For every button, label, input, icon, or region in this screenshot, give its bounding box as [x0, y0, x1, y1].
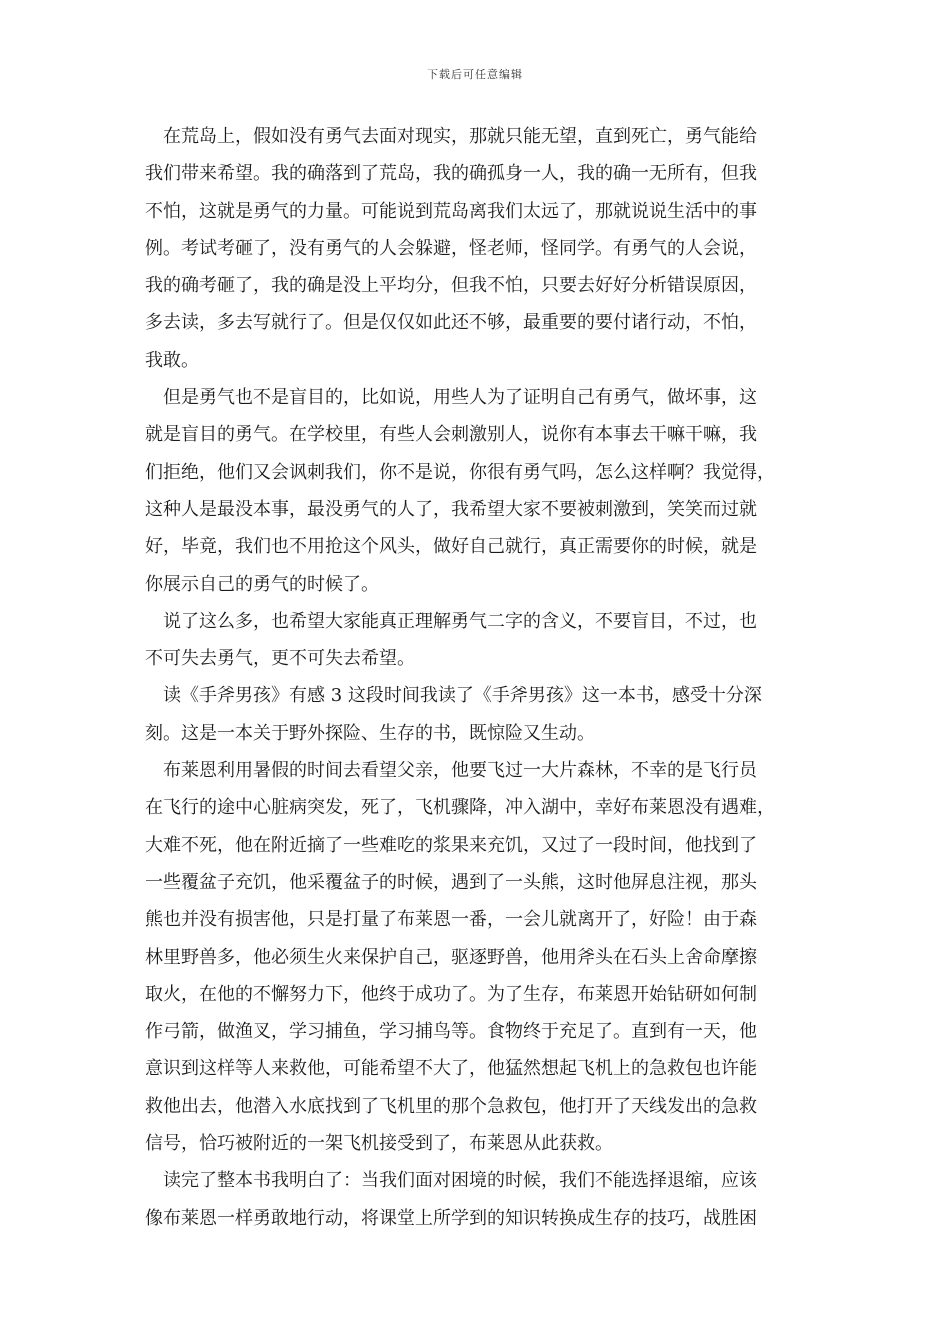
text-line: 不可失去勇气，更不可失去希望。	[145, 648, 415, 670]
text-line: 多去读，多去写就行了。但是仅仅如此还不够，最重要的要付诸行动，不怕，	[145, 312, 757, 334]
text-line: 这种人是最没本事，最没勇气的人了，我希望大家不要被刺激到，笑笑而过就	[145, 498, 757, 520]
document-body	[145, 118, 810, 1237]
text-line: 取火，在他的不懈努力下，他终于成功了。为了生存，布莱恩开始钻研如何制	[145, 983, 757, 1005]
text-line: 好，毕竟，我们也不用抢这个风头，做好自己就行，真正需要你的时候，就是	[145, 536, 757, 558]
paragraph	[145, 379, 810, 603]
text-line: 我的确考砸了，我的确是没上平均分，但我不怕，只要去好好分析错误原因，	[145, 275, 757, 297]
text-line: 不怕，这就是勇气的力量。可能说到荒岛离我们太远了，那就说说生活中的事	[145, 200, 757, 222]
text-line: 信号，恰巧被附近的一架飞机接受到了，布莱恩从此获救。	[145, 1133, 613, 1155]
text-line: 读《手斧男孩》有感 3 这段时间我读了《手斧男孩》这一本书，感受十分深	[163, 685, 762, 707]
text-line: 救他出去，他潜入水底找到了飞机里的那个急救包，他打开了天线发出的急救	[145, 1095, 757, 1117]
paragraph	[145, 118, 810, 379]
text-line: 刻。这是一本关于野外探险、生存的书，既惊险又生动。	[145, 722, 595, 744]
text-line: 们拒绝，他们又会讽刺我们，你不是说，你很有勇气吗，怎么这样啊？我觉得，	[145, 461, 775, 483]
text-line: 你展示自己的勇气的时候了。	[145, 573, 379, 595]
text-line: 例。考试考砸了，没有勇气的人会躲避，怪老师，怪同学。有勇气的人会说，	[145, 237, 757, 259]
text-line: 我敢。	[145, 349, 199, 371]
paragraph	[145, 1162, 810, 1237]
text-line: 意识到这样等人来救他，可能希望不大了，他猛然想起飞机上的急救包也许能	[145, 1058, 757, 1080]
text-line: 但是勇气也不是盲目的，比如说，用些人为了证明自己有勇气，做坏事，这	[163, 387, 757, 409]
text-line: 在荒岛上，假如没有勇气去面对现实，那就只能无望，直到死亡，勇气能给	[163, 126, 757, 147]
text-line: 布莱恩利用暑假的时间去看望父亲，他要飞过一大片森林，不幸的是飞行员	[163, 760, 757, 782]
text-line: 作弓箭，做渔叉，学习捕鱼，学习捕鸟等。食物终于充足了。直到有一天，他	[145, 1021, 757, 1043]
text-line: 大难不死，他在附近摘了一些难吃的浆果来充饥，又过了一段时间，他找到了	[145, 834, 757, 856]
text-line: 林里野兽多，他必须生火来保护自己，驱逐野兽，他用斧头在石头上舍命摩擦	[145, 946, 757, 968]
text-line: 读完了整本书我明白了：当我们面对困境的时候，我们不能选择退缩，应该	[163, 1170, 757, 1192]
text-line: 我们带来希望。我的确落到了荒岛，我的确孤身一人，我的确一无所有，但我	[145, 163, 757, 185]
text-line: 一些覆盆子充饥，他采覆盆子的时候，遇到了一头熊，这时他屏息注视，那头	[145, 871, 757, 893]
text-line: 就是盲目的勇气。在学校里，有些人会刺激别人，说你有本事去干嘛干嘛，我	[145, 424, 757, 446]
paragraph	[145, 752, 810, 1162]
text-line: 像布莱恩一样勇敢地行动，将课堂上所学到的知识转换成生存的技巧，战胜困	[145, 1207, 757, 1229]
text-line: 在飞行的途中心脏病突发，死了，飞机骤降，冲入湖中，幸好布莱恩没有遇难，	[145, 797, 775, 819]
paragraph	[145, 677, 810, 752]
text-line: 说了这么多，也希望大家能真正理解勇气二字的含义，不要盲目，不过，也	[163, 610, 757, 632]
paragraph	[145, 603, 810, 678]
text-line: 熊也并没有损害他，只是打量了布莱恩一番，一会儿就离开了，好险！由于森	[145, 909, 757, 931]
page-header: 下载后可任意编辑	[427, 68, 523, 81]
